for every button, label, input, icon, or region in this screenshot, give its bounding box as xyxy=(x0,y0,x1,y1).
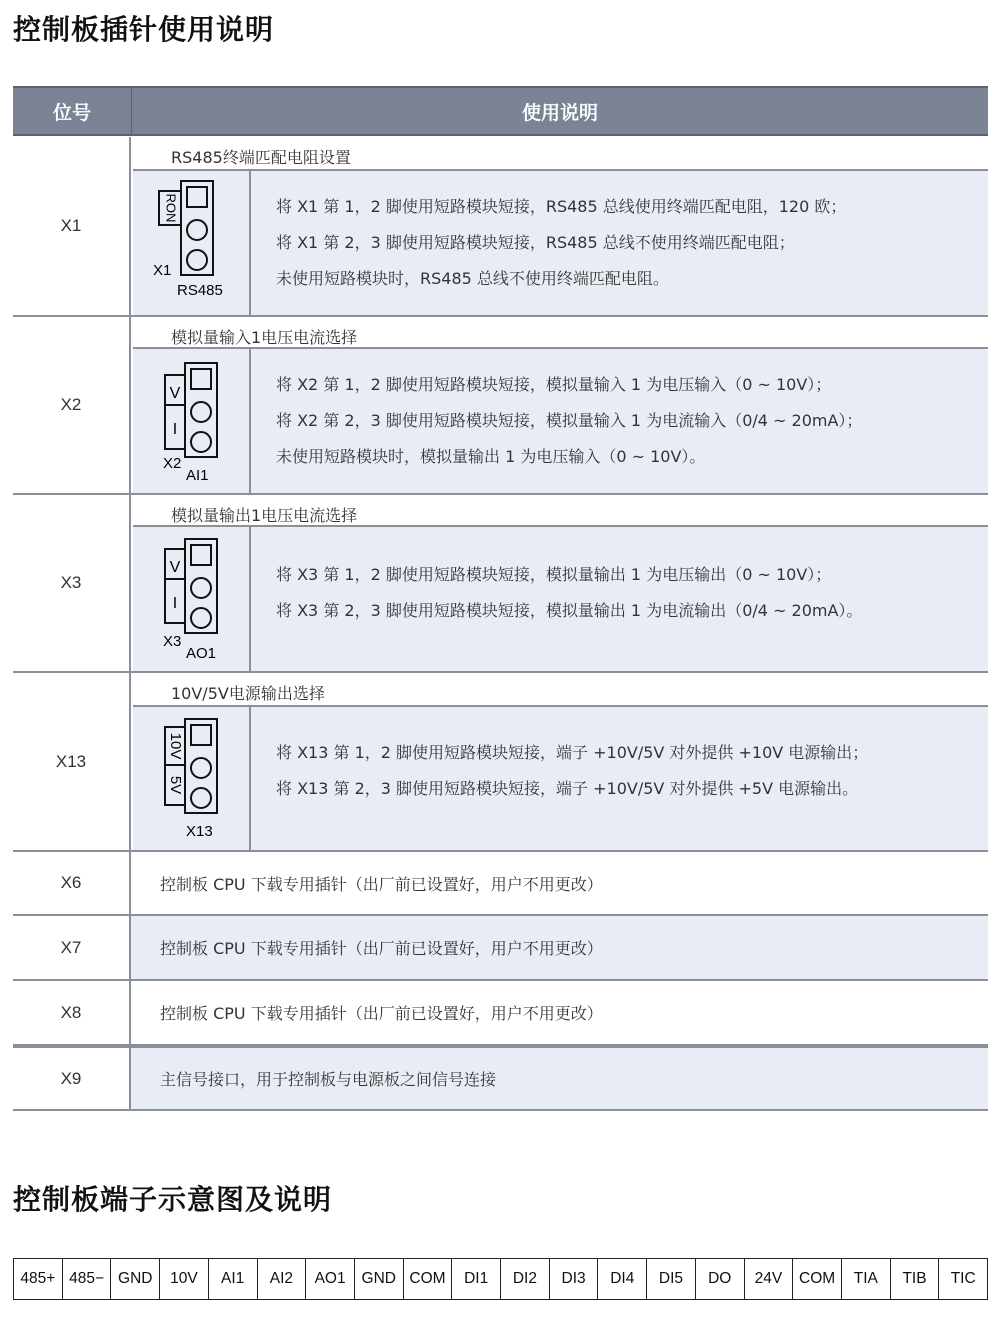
usage-line: 未使用短路模块时，RS485 总线不使用终端匹配电阻。 xyxy=(276,269,669,288)
usage-line: 未使用短路模块时，模拟量输出 1 为电压输入（0 ~ 10V）。 xyxy=(276,447,706,466)
connector-label: X1 xyxy=(153,262,172,279)
pin-3-circle xyxy=(191,432,211,452)
jumper-diagram xyxy=(133,349,251,493)
pin-2-circle xyxy=(191,402,211,422)
pin-label: RON xyxy=(163,193,179,223)
terminal-cell: DI3 xyxy=(549,1259,598,1299)
row-subtitle: 模拟量输出1电压电流选择 xyxy=(171,506,358,525)
page-title: 控制板插针使用说明 xyxy=(13,13,275,46)
usage-line: 将 X2 第 2，3 脚使用短路模块短接，模拟量输入 1 为电流输入（0/4 ~ 20mA）； xyxy=(276,411,863,430)
row-subtitle: RS485终端匹配电阻设置 xyxy=(171,148,351,167)
usage-line: 将 X3 第 1，2 脚使用短路模块短接，模拟量输出 1 为电压输出（0 ~ 10V）； xyxy=(276,565,832,584)
jumper-body xyxy=(185,539,217,633)
description-panel xyxy=(133,705,988,850)
position-cell: X13 xyxy=(13,673,131,850)
usage-lines xyxy=(276,735,868,807)
table-row xyxy=(13,916,988,981)
description-panel xyxy=(133,347,988,493)
terminal-cell: TIA xyxy=(841,1259,890,1299)
row-description: 控制板 CPU 下载专用插针（出厂前已设置好，用户不用更改） xyxy=(160,874,603,894)
terminal-cell: TIC xyxy=(938,1259,987,1299)
terminal-cell: 485+ xyxy=(20,1270,56,1287)
jumper-diagram xyxy=(133,527,251,671)
usage-line: 将 X2 第 1，2 脚使用短路模块短接，模拟量输入 1 为电压输入（0 ~ 10V）； xyxy=(276,375,832,394)
jumper-body xyxy=(181,181,213,275)
terminal-cell: COM xyxy=(792,1259,841,1299)
terminal-cell: 10V xyxy=(159,1259,208,1299)
table-row xyxy=(13,673,988,852)
header-description: 使用说明 xyxy=(521,101,598,124)
position-cell: X1 xyxy=(13,137,131,315)
pin-2-circle xyxy=(187,220,207,240)
voltage-label: V xyxy=(169,385,181,403)
terminal-cell: DI2 xyxy=(500,1259,549,1299)
usage-line: 将 X13 第 1，2 脚使用短路模块短接，端子 +10V/5V 对外提供 +10V 电源输出； xyxy=(276,743,869,762)
usage-lines xyxy=(276,367,862,475)
terminal-cell: 485− xyxy=(62,1259,111,1299)
header-position: 位号 xyxy=(13,88,132,134)
pin-1-square xyxy=(191,369,211,389)
terminal-cell: COM xyxy=(403,1259,452,1299)
usage-line: 将 X1 第 2，3 脚使用短路模块短接，RS485 总线不使用终端匹配电阻； xyxy=(276,233,795,252)
current-label: I xyxy=(172,595,178,613)
terminal-cell: TIB xyxy=(890,1259,939,1299)
connector-label: X3 xyxy=(163,633,182,650)
usage-line: 将 X3 第 2，3 脚使用短路模块短接，模拟量输出 1 为电流输出（0/4 ~ 20mA）。 xyxy=(276,601,863,620)
connector-label: X2 xyxy=(163,455,182,472)
voltage-10v-label: 10V xyxy=(167,732,185,760)
pin-3-circle xyxy=(191,788,211,808)
usage-lines xyxy=(276,189,846,297)
position-cell: X9 xyxy=(13,1048,131,1109)
row-subtitle: 模拟量输入1电压电流选择 xyxy=(171,328,358,347)
current-label: I xyxy=(172,421,178,439)
position-cell: X2 xyxy=(13,317,131,493)
connector-name: RS485 xyxy=(177,282,223,299)
connector-name: AO1 xyxy=(186,645,217,662)
voltage-5v-label: 5V xyxy=(167,775,185,795)
usage-line: 将 X13 第 2，3 脚使用短路模块短接，端子 +10V/5V 对外提供 +5V 电源输出。 xyxy=(276,779,859,798)
terminal-cell: GND xyxy=(110,1259,159,1299)
description-panel xyxy=(133,525,988,671)
section-title: 控制板端子示意图及说明 xyxy=(13,1183,333,1216)
table-row xyxy=(13,137,988,317)
terminal-cell: DO xyxy=(695,1259,744,1299)
terminal-strip xyxy=(13,1258,988,1300)
pin-2-circle xyxy=(191,578,211,598)
row-subtitle: 10V/5V电源输出选择 xyxy=(171,684,325,703)
terminal-cell: DI4 xyxy=(597,1259,646,1299)
table-row xyxy=(13,495,988,673)
position-cell: X8 xyxy=(13,981,131,1044)
jumper-body xyxy=(185,363,217,457)
row-description: 控制板 CPU 下载专用插针（出厂前已设置好，用户不用更改） xyxy=(160,1004,603,1023)
terminal-cell: AO1 xyxy=(305,1259,354,1299)
pin-3-circle xyxy=(187,250,207,270)
table-header xyxy=(13,86,988,136)
pin-1-square xyxy=(187,187,207,207)
connector-name: X13 xyxy=(186,823,213,840)
connector-name: AI1 xyxy=(186,467,209,484)
terminal-cell: AI1 xyxy=(208,1259,257,1299)
terminal-cell: AI2 xyxy=(257,1259,306,1299)
pin-3-circle xyxy=(191,608,211,628)
terminal-cell: 24V xyxy=(744,1259,793,1299)
row-description: 控制板 CPU 下载专用插针（出厂前已设置好，用户不用更改） xyxy=(160,939,603,958)
pin-2-circle xyxy=(191,758,211,778)
table-row xyxy=(13,852,988,916)
jumper-diagram xyxy=(133,171,251,315)
position-cell: X6 xyxy=(13,852,131,914)
table-row xyxy=(13,981,988,1046)
terminal-cell: DI1 xyxy=(451,1259,500,1299)
terminal-cell: DI5 xyxy=(646,1259,695,1299)
position-cell: X3 xyxy=(13,495,131,671)
table-row xyxy=(13,1046,988,1111)
voltage-label: V xyxy=(169,559,181,577)
jumper-diagram xyxy=(133,707,251,850)
pin-1-square xyxy=(191,725,211,745)
table-row xyxy=(13,317,988,495)
terminal-cell: GND xyxy=(354,1259,403,1299)
jumper-body xyxy=(185,719,217,813)
pin-1-square xyxy=(191,545,211,565)
row-description: 主信号接口，用于控制板与电源板之间信号连接 xyxy=(160,1070,497,1089)
description-panel xyxy=(133,169,988,315)
usage-line: 将 X1 第 1，2 脚使用短路模块短接，RS485 总线使用终端匹配电阻，120 欧； xyxy=(276,197,847,216)
usage-lines xyxy=(276,557,862,629)
position-cell: X7 xyxy=(13,916,131,979)
